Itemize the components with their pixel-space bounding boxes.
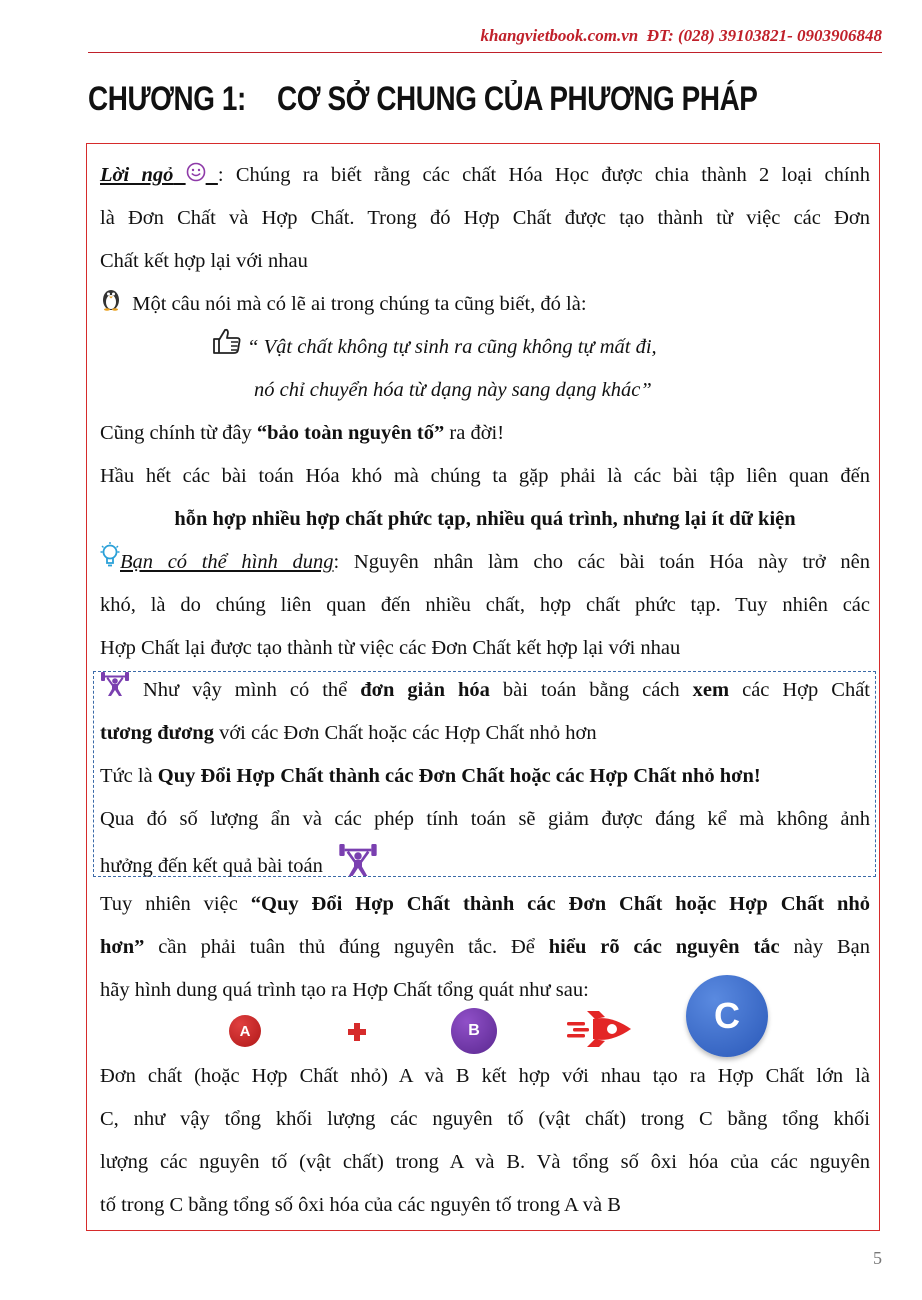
- simplify-2a: tương đương: [100, 722, 214, 744]
- conclusion-line-2: C, như vậy tổng khối lượng các nguyên tố (vật chất) trong C bằng tổng khối: [100, 1108, 870, 1130]
- intro-line-2: là Đơn Chất và Hợp Chất. Trong đó Hợp Chất được tạo thành từ việc các Đơn: [100, 207, 870, 229]
- problems-line-2: hỗn hợp nhiều hợp chất phức tạp, nhiều quá trình, nhưng lại ít dữ kiện: [174, 508, 796, 530]
- header-website: khangvietbook.com.vn: [480, 26, 639, 45]
- principle-2a: hơn”: [100, 936, 145, 958]
- simplify-line-4: Qua đó số lượng ẩn và các phép tính toán sẽ giảm được đáng kể mà không ảnh: [100, 808, 870, 830]
- intro-text-1: : Chúng ra biết rằng các chất Hóa Học được chia thành 2 loại chính: [217, 164, 871, 186]
- chapter-title: CƠ SỞ CHUNG CỦA PHƯƠNG PHÁP: [277, 80, 758, 118]
- page-header: [480, 26, 882, 46]
- lightbulb-icon: [100, 541, 120, 586]
- penguin-icon: [100, 284, 122, 326]
- principle-2d: này Bạn: [779, 936, 870, 958]
- header-divider: [88, 52, 882, 53]
- element-a-circle: A: [229, 1015, 261, 1047]
- principle-2c: hiểu rõ các nguyên tắc: [548, 936, 780, 958]
- simplify-1e: các Hợp Chất: [729, 679, 870, 701]
- conservation-pre: Cũng chính từ đây: [100, 422, 257, 444]
- simplify-5: hưởng đến kết quả bài toán: [100, 855, 323, 878]
- saying-lead: Một câu nói mà có lẽ ai trong chúng ta cũng biết, đó là:: [132, 293, 587, 315]
- quote-line-2: nó chỉ chuyển hóa từ dạng này sang dạng khác”: [254, 379, 652, 401]
- weightlifter-icon: [100, 670, 130, 713]
- simplify-line-3: [100, 755, 870, 797]
- simplify-2b: với các Đơn Chất hoặc các Hợp Chất nhỏ hơn: [213, 722, 597, 744]
- intro-line-1: [100, 154, 870, 197]
- page-number: 5: [873, 1248, 882, 1268]
- imagine-label: Bạn có thể hình dung: [120, 551, 334, 574]
- rocket-icon: [565, 1011, 633, 1052]
- imagine-line-3: Hợp Chất lại được tạo thành từ việc các Đơn Chất kết hợp lại với nhau: [100, 637, 681, 659]
- problems-line-1: Hầu hết các bài toán Hóa khó mà chúng ta gặp phải là các bài tập liên quan đến: [100, 465, 870, 487]
- imagine-line-1: [100, 541, 870, 586]
- chapter-number: CHƯƠNG 1:: [88, 80, 246, 118]
- principle-line-3: hãy hình dung quá trình tạo ra Hợp Chất tổng quát như sau:: [100, 979, 589, 1001]
- simplify-1d: xem: [692, 679, 730, 701]
- principle-line-1: [100, 883, 870, 925]
- element-b-circle: B: [451, 1008, 497, 1054]
- intro-line-3: Chất kết hợp lại với nhau: [100, 250, 308, 272]
- simplify-1a: Như vậy mình có thể: [143, 679, 361, 701]
- conservation-bold: “bảo toàn nguyên tố”: [256, 422, 445, 444]
- conclusion-line-4: tố trong C bằng tổng số ôxi hóa của các nguyên tố trong A và B: [100, 1194, 621, 1216]
- principle-1a: Tuy nhiên việc: [100, 893, 251, 915]
- simplify-1b: đơn giản hóa: [360, 679, 490, 701]
- conservation-post: ra đời!: [444, 422, 505, 444]
- conservation-line: [100, 412, 870, 454]
- principle-line-2: [100, 926, 870, 968]
- simplify-3a: Tức là: [100, 765, 158, 787]
- thumbs-up-icon: [212, 327, 242, 370]
- quote-line-1: [212, 326, 812, 370]
- simplify-3b: Quy Đổi Hợp Chất thành các Đơn Chất hoặc các Hợp Chất nhỏ hơn!: [157, 765, 761, 787]
- imagine-line-2: khó, là do chúng liên quan đến nhiều chất, hợp chất phức tạp. Tuy nhiên các: [100, 594, 870, 616]
- principle-1b: “Quy Đổi Hợp Chất thành các Đơn Chất hoặc Hợp Chất nhỏ: [250, 893, 870, 915]
- simplify-line-1: [100, 669, 870, 713]
- quote-text-1: “ Vật chất không tự sinh ra cũng không tự mất đi,: [247, 336, 657, 358]
- conclusion-line-1: Đơn chất (hoặc Hợp Chất nhỏ) A và B kết hợp với nhau tạo ra Hợp Chất lớn là: [100, 1065, 870, 1087]
- chapter-heading: [88, 80, 757, 119]
- imagine-text-1: : Nguyên nhân làm cho các bài toán Hóa này trở nên: [333, 551, 870, 574]
- conclusion-line-3: lượng các nguyên tố (vật chất) trong A và B. Và tổng số ôxi hóa của các nguyên: [100, 1151, 870, 1173]
- compound-c-circle: C: [686, 975, 768, 1057]
- principle-2b: cần phải tuân thủ đúng nguyên tắc. Để: [144, 936, 549, 958]
- smiley-icon: [186, 155, 206, 197]
- simplify-line-2: [100, 712, 870, 754]
- plus-icon: [347, 1022, 367, 1047]
- header-phone: ĐT: (028) 39103821- 0903906848: [646, 26, 882, 45]
- intro-label: Lời ngỏ: [100, 164, 174, 186]
- simplify-1c: bài toán bằng cách: [489, 679, 693, 701]
- saying-lead-line: [100, 283, 870, 326]
